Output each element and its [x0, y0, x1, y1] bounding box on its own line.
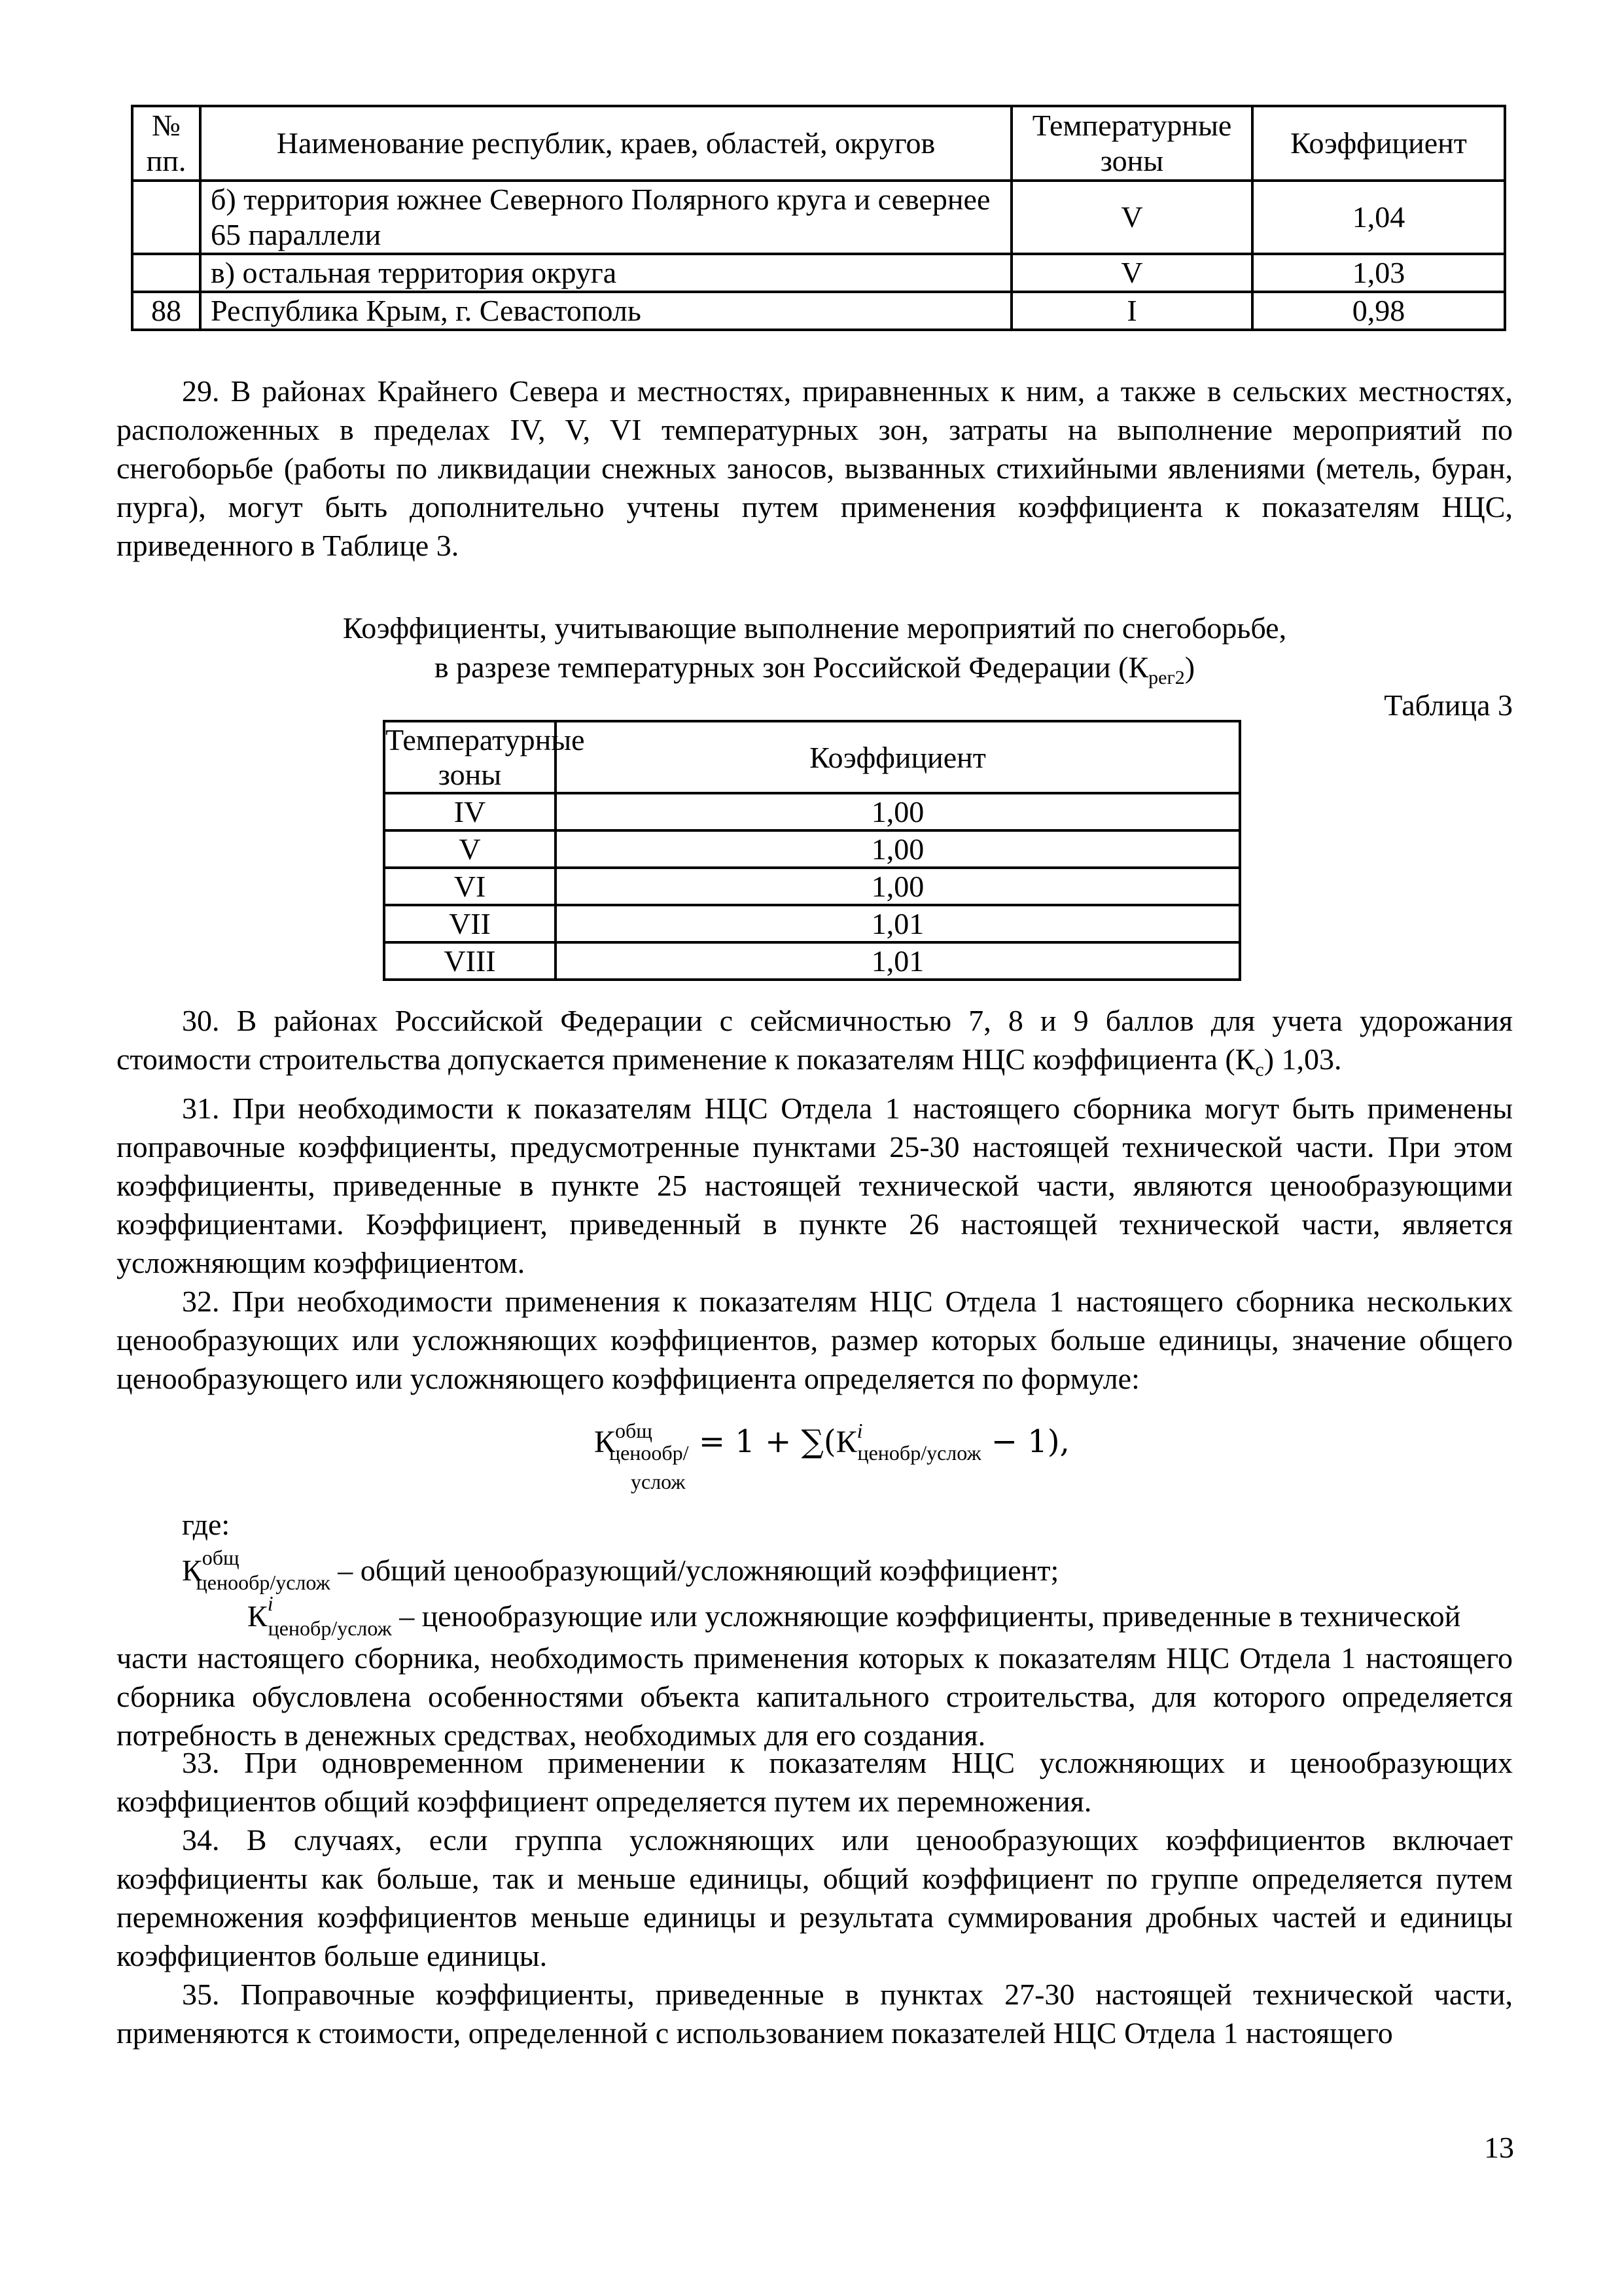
- cell-number: [132, 181, 200, 254]
- def1-subscript: ценообр/услож: [196, 1571, 330, 1594]
- cell-zone: VI: [384, 868, 556, 905]
- cell-coefficient: 1,00: [556, 830, 1240, 868]
- def1-superscript: общ: [202, 1546, 239, 1569]
- formula-rhs-subscript: ценобр/услож: [857, 1441, 981, 1465]
- header-number: № пп.: [132, 106, 200, 181]
- paragraph-29-text: 29. В районах Крайнего Севера и местностях, приравненных к ним, а также в сельских местностях, расположенных в пределах IV, V, VI температурных зон, затраты на выполнение мероприятий по снегоборьбе (работы по ликвидации снежных заносов, вызванных стихийными явлениями (метель, буран, пурга), могут быть дополнительно учтены путем применения коэффициента к показателям НЦС, приведенного в Таблице 3.: [116, 374, 1513, 562]
- caption-close: ): [1184, 650, 1195, 684]
- formula-tail: − 1),: [981, 1423, 1070, 1460]
- table-row: [384, 905, 1240, 942]
- regional-coefficients-table: [131, 105, 1506, 331]
- table3-caption-line1: Коэффициенты, учитывающие выполнение мероприятий по снегоборьбе,: [342, 611, 1287, 645]
- formula-lhs: [594, 1419, 689, 1493]
- table-row: [132, 292, 1505, 330]
- paragraph-34: 34. В случаях, если группа усложняющих или ценообразующих коэффициентов включает коэффициенты как больше, так и меньше единицы, общий коэффициент по группе определяется путем перемножения коэффициентов меньше единицы и результата суммирования дробных частей и единицы коэффициентов больше единицы.: [116, 1823, 1513, 1972]
- paragraph-29: [116, 372, 1513, 565]
- cell-zone: V: [1012, 181, 1252, 254]
- def2-superscript: i: [267, 1592, 274, 1615]
- def2-continuation: части настоящего сборника, необходимость применения которых к показателям НЦС Отдела 1 настоящего сборника обусловлена особенностями объекта капитального строительства, для которого определяется потребность в денежных средствах, необходимых для его создания.: [116, 1641, 1513, 1752]
- definition-general-coefficient: [182, 1546, 1059, 1594]
- cell-name: б) территория южнее Северного Полярного круга и севернее 65 параллели: [200, 181, 1012, 254]
- paragraph-35: 35. Поправочные коэффициенты, приведенные в пунктах 27-30 настоящей технической части, применяются к стоимости, определенной с использованием показателей НЦС Отдела 1 настоящего: [116, 1978, 1513, 2050]
- cell-coefficient: 0,98: [1252, 292, 1505, 330]
- formula-k-letter: К: [836, 1425, 857, 1459]
- table-header-row: [384, 721, 1240, 793]
- formula-lhs-subscript-line2: услож: [631, 1470, 686, 1493]
- def1-k: К: [182, 1554, 202, 1587]
- header-coefficient: Коэффициент: [556, 721, 1240, 793]
- cell-coefficient: 1,00: [556, 793, 1240, 830]
- table3-label: Таблица 3: [1384, 688, 1513, 722]
- formula-equals-sum: = 1 + ∑(: [688, 1423, 836, 1460]
- paragraphs-30-32: [116, 1001, 1513, 1398]
- header-zone: Температурные зоны: [1012, 106, 1252, 181]
- coefficient-formula: [594, 1419, 1070, 1493]
- cell-number: [132, 254, 200, 292]
- snow-removal-coefficients-table: [383, 720, 1241, 981]
- table-header-row: [132, 106, 1505, 181]
- table-row: [384, 868, 1240, 905]
- paragraph-30-tail: ) 1,03.: [1263, 1042, 1342, 1076]
- table-row: [132, 181, 1505, 254]
- def2-k: К: [247, 1599, 268, 1633]
- table-row: [384, 793, 1240, 830]
- formula-k-letter: К: [594, 1425, 616, 1459]
- cell-name: в) остальная территория округа: [200, 254, 1012, 292]
- cell-coefficient: 1,03: [1252, 254, 1505, 292]
- cell-coefficient: 1,00: [556, 868, 1240, 905]
- header-name: Наименование республик, краев, областей, округов: [200, 106, 1012, 181]
- def2-text: – ценообразующие или усложняющие коэффициенты, приведенные в технической: [391, 1599, 1461, 1633]
- seismic-subscript: с: [1255, 1059, 1264, 1081]
- formula-rhs-superscript: i: [856, 1419, 863, 1442]
- cell-coefficient: 1,01: [556, 942, 1240, 980]
- table-row: [384, 942, 1240, 980]
- cell-zone: VIII: [384, 942, 556, 980]
- paragraph-30-text: 30. В районах Российской Федерации с сейсмичностью 7, 8 и 9 баллов для учета удорожания стоимости строительства допускается применение к показателям НЦС коэффициента (К: [116, 1004, 1513, 1076]
- cell-zone: VII: [384, 905, 556, 942]
- cell-name: Республика Крым, г. Севастополь: [200, 292, 1012, 330]
- paragraph-30: [116, 1001, 1513, 1089]
- def2-symbol: [182, 1592, 392, 1640]
- cell-coefficient: 1,04: [1252, 181, 1505, 254]
- table-row: [384, 830, 1240, 868]
- header-coefficient: Коэффициент: [1252, 106, 1505, 181]
- caption-text: в разрезе температурных зон Российской Федерации (К: [434, 650, 1149, 684]
- cell-zone: V: [384, 830, 556, 868]
- formula-lhs-subscript: ценообр/: [609, 1441, 689, 1465]
- page-number: 13: [1484, 2131, 1514, 2164]
- cell-zone: V: [1012, 254, 1252, 292]
- table-row: [132, 254, 1505, 292]
- formula-lhs-superscript: общ: [615, 1419, 652, 1442]
- table3-caption-line2: [116, 648, 1513, 697]
- def1-symbol: [182, 1546, 330, 1594]
- caption-subscript: рег2: [1148, 667, 1185, 689]
- definition-individual-coefficients: [116, 1592, 1513, 1754]
- paragraphs-33-35: [116, 1743, 1513, 2052]
- cell-zone: I: [1012, 292, 1252, 330]
- cell-zone: IV: [384, 793, 556, 830]
- def2-subscript: ценобр/услож: [268, 1616, 392, 1640]
- header-zone: Температурные зоны: [384, 721, 556, 793]
- paragraph-31: 31. При необходимости к показателям НЦС Отдела 1 настоящего сборника могут быть применены поправочные коэффициенты, предусмотренные пунктами 25-30 настоящей технической части. При этом коэффициенты, приведенные в пункте 25 настоящей технической части, являются ценообразующими коэффициентами. Коэффициент, приведенный в пункте 26 настоящей технической части, является усложняющим коэффициентом.: [116, 1092, 1513, 1280]
- where-label: где:: [182, 1508, 230, 1541]
- def2-paragraph: [116, 1592, 1513, 1640]
- cell-number: 88: [132, 292, 200, 330]
- paragraph-32: 32. При необходимости применения к показателям НЦС Отдела 1 настоящего сборника нескольких ценообразующих или усложняющих коэффициентов, размер которых больше единицы, значение общего ценообразующего или усложняющего коэффициента определяется по формуле:: [116, 1285, 1513, 1396]
- paragraph-33: 33. При одновременном применении к показателям НЦС усложняющих и ценообразующих коэффициентов общий коэффициент определяется путем их перемножения.: [116, 1746, 1513, 1818]
- cell-coefficient: 1,01: [556, 905, 1240, 942]
- def1-text: – общий ценообразующий/усложняющий коэффициент;: [330, 1554, 1059, 1587]
